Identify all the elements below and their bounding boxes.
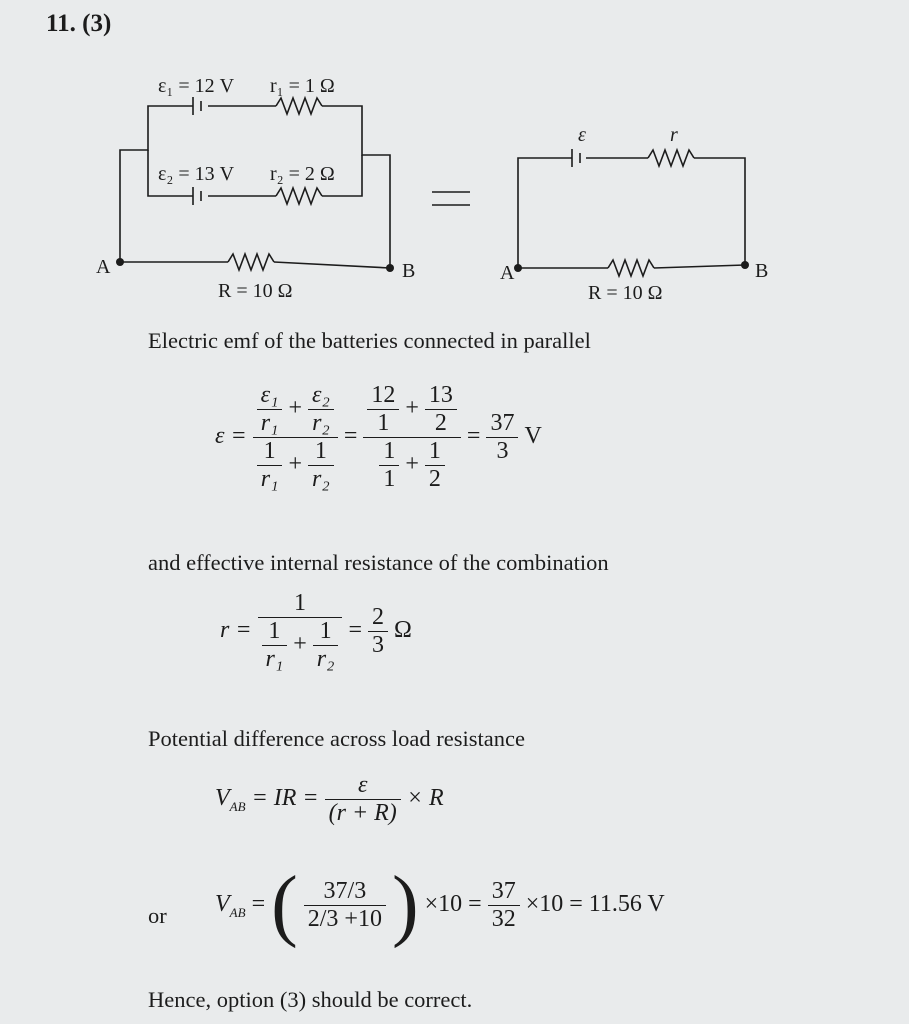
- resistor-r1-zigzag: [276, 98, 322, 114]
- r-d1-den: r₁: [265, 646, 284, 672]
- node-a-dot: [116, 258, 124, 266]
- vab-symbol: V: [215, 785, 230, 812]
- emf-b1-den: r₁: [260, 466, 279, 492]
- paragraph-resistance: and effective internal resistance of the combination: [148, 550, 609, 575]
- emf-m1-num: 1: [383, 438, 396, 464]
- r-d2-den: r₂: [316, 646, 335, 672]
- equiv-load-label: R = 10 Ω: [588, 282, 663, 304]
- emf-m2-den: 2: [428, 466, 441, 492]
- paragraph-emf: Electric emf of the batteries connected in parallel: [148, 328, 591, 353]
- emf-lhs: ε =: [215, 423, 247, 450]
- emf-result-num: 37: [490, 410, 515, 436]
- emf-b2-num: 1: [314, 438, 327, 464]
- vab2-symbol: V: [215, 891, 230, 918]
- conclusion: Hence, option (3) should be correct.: [148, 987, 473, 1012]
- vab-den: (r + R): [328, 800, 397, 826]
- resistor-r2-zigzag: [276, 188, 322, 204]
- r-d1-num: 1: [268, 618, 281, 644]
- r-equals: =: [348, 617, 363, 644]
- emf-main-fraction: [253, 382, 338, 493]
- vab2-times10: ×10 =: [424, 891, 482, 918]
- vab2-top-den: 3: [354, 878, 367, 904]
- question-number: 11. (3): [46, 10, 112, 37]
- emf-n1-num: 12: [371, 382, 396, 408]
- equiv-node-a-dot: [514, 264, 522, 272]
- vab2-result-num: 37: [491, 878, 516, 904]
- vab2-result-den: 32: [491, 906, 516, 932]
- node-a-label: A: [96, 256, 111, 278]
- node-b-dot: [386, 264, 394, 272]
- emf-m2-num: 1: [428, 438, 441, 464]
- node-b-label: B: [402, 260, 416, 282]
- emf-t2-den: r₂: [312, 410, 330, 436]
- vab-times-r: × R: [406, 785, 444, 812]
- vab-fraction: [325, 772, 401, 827]
- left-paren: (: [271, 861, 298, 949]
- emf-unit: V: [524, 423, 542, 450]
- emf-result-fraction: [486, 410, 518, 465]
- equiv-circuit-wire: [518, 149, 745, 268]
- equiv-emf-label: ε: [578, 124, 586, 146]
- emf2-label: ε₂ = 13 V: [158, 163, 235, 185]
- r-result-fraction: [368, 604, 388, 659]
- vab2-result-fraction: [488, 878, 520, 933]
- vab2-inner-fraction: $\frac{37/3}{2/3 +10}$: [304, 878, 386, 933]
- emf-n2-num: 13: [428, 382, 453, 408]
- plus-sign: +: [288, 451, 303, 478]
- equation-vab: [215, 772, 444, 827]
- emf-t2-num: ε₂: [312, 382, 330, 408]
- emf-b1-num: 1: [263, 438, 276, 464]
- emf-m1-den: 1: [383, 466, 396, 492]
- emf1-label: ε₁ = 12 V: [158, 75, 235, 97]
- emf-equals-2: =: [466, 423, 481, 450]
- load-resistor-zigzag: [228, 254, 274, 270]
- equiv-node-b-label: B: [755, 260, 769, 282]
- r-main-fraction: [258, 590, 343, 673]
- equiv-node-b-dot: [741, 261, 749, 269]
- circuit-diagram: [0, 0, 909, 310]
- vab2-top-num: 37: [323, 878, 348, 904]
- equation-vab-numeric: [215, 860, 665, 951]
- r-result-num: 2: [372, 604, 385, 630]
- vab2-subscript: AB: [229, 904, 246, 920]
- right-paren: ): [391, 861, 419, 949]
- emf-t1-den: r₁: [260, 410, 279, 436]
- r-result-den: 3: [372, 632, 385, 658]
- vab2-bot-den: 3: [326, 906, 339, 932]
- r-lhs: r =: [220, 617, 252, 644]
- r1-label: r₁ = 1 Ω: [270, 75, 335, 97]
- emf-n2-den: 2: [434, 410, 447, 436]
- vab-equals-ir: = IR =: [251, 785, 319, 812]
- equiv-load-resistor-zigzag: [608, 260, 654, 276]
- vab2-tail: ×10 = 11.56 V: [525, 891, 665, 918]
- plus-sign: +: [405, 451, 419, 478]
- equiv-r-label: r: [670, 124, 678, 146]
- emf-t1-num: ε₁: [260, 382, 279, 408]
- emf-equals-1: =: [343, 423, 358, 450]
- emf-result-den: 3: [496, 438, 509, 464]
- plus-sign: +: [293, 631, 307, 658]
- plus-sign: +: [405, 395, 419, 422]
- emf-numeric-fraction: [363, 382, 461, 493]
- paragraph-potential: Potential difference across load resistance: [148, 726, 525, 751]
- vab2-bot-num: 2: [307, 906, 320, 932]
- vab-num: ε: [357, 772, 368, 798]
- load-label: R = 10 Ω: [218, 280, 293, 302]
- emf-n1-den: 1: [377, 410, 390, 436]
- equation-emf: [215, 382, 542, 493]
- r-d2-num: 1: [319, 618, 332, 644]
- equation-r: [220, 590, 412, 673]
- r-num: 1: [294, 590, 306, 616]
- equiv-internal-resistor-zigzag: [648, 150, 694, 166]
- emf-b2-den: r₂: [312, 466, 330, 492]
- equiv-node-a-label: A: [500, 262, 515, 284]
- plus-sign: +: [288, 395, 303, 422]
- vab2-equals: =: [251, 891, 266, 918]
- or-label: or: [148, 903, 167, 928]
- r-unit: Ω: [394, 617, 412, 644]
- r2-label: r₂ = 2 Ω: [270, 163, 335, 185]
- vab2-bot-plus: +10: [344, 906, 382, 932]
- vab-subscript: AB: [229, 798, 246, 814]
